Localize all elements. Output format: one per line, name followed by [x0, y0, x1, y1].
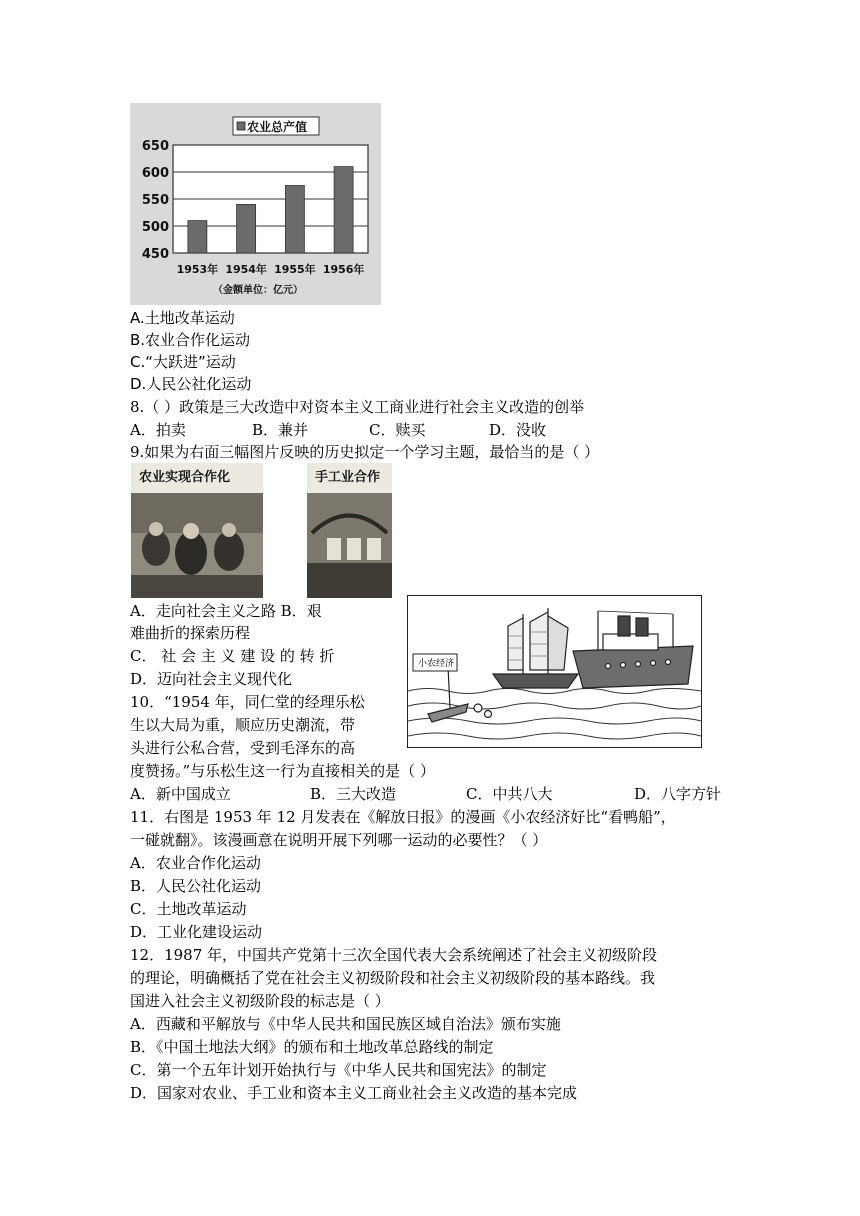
q7-option-d: D.人民公社化运动 [130, 375, 252, 393]
q10-option-c: C．中共八大 [466, 785, 553, 803]
chart-y-tick-label: 450 [141, 247, 169, 262]
q10-line-2: 生以大局为重，顺应历史潮流，带 [130, 716, 356, 734]
chart-y-tick-label: 600 [141, 166, 169, 181]
chart-x-tick-label: 1953年 [176, 263, 219, 276]
q7-option-b: B.农业合作化运动 [130, 331, 251, 349]
q10-option-b: B．三大改造 [310, 785, 397, 803]
agriculture-photo-image [131, 463, 263, 598]
q8-option-a: A．拍卖 [130, 421, 186, 439]
q11-option-b: B．人民公社化运动 [130, 877, 262, 895]
chart-bar [285, 186, 304, 254]
agriculture-cooperation-photo [131, 463, 263, 598]
q12-line-3: 国进入社会主义初级阶段的标志是（ ） [130, 992, 390, 1010]
q10-line-3: 头进行公私合营，受到毛泽东的高 [130, 739, 356, 757]
q8-option-d: D．没收 [489, 421, 547, 439]
output-value-chart [130, 103, 381, 305]
q8-stem: 8.（ ）政策是三大改造中对资本主义工商业进行社会主义改造的创举 [130, 398, 585, 416]
chart-y-tick-label: 500 [141, 220, 169, 235]
q12-option-b: B．《中国土地法大纲》的颁布和土地改革总路线的制定 [130, 1038, 494, 1056]
chart-y-tick-label: 550 [141, 193, 169, 208]
chart-x-tick-label: 1956年 [322, 263, 365, 276]
q7-option-c: C.“大跃进”运动 [130, 353, 236, 371]
chart-legend-swatch [237, 122, 245, 130]
q12-option-d: D．国家对农业、手工业和资本主义工商业社会主义改造的基本完成 [130, 1084, 578, 1102]
q10-line-1: 10．“1954 年，同仁堂的经理乐松 [130, 693, 365, 711]
q9-line-4: D．迈向社会主义现代化 [130, 670, 293, 688]
handicraft-cooperation-photo [307, 463, 392, 598]
q10-options [130, 783, 721, 805]
chart-bar [188, 221, 207, 253]
q12-option-c: C．第一个五年计划开始执行与《中华人民共和国宪法》的制定 [130, 1061, 547, 1079]
q7-option-a: A.土地改革运动 [130, 309, 235, 327]
chart-svg [130, 103, 381, 305]
q9-line-2: 难曲折的探索历程 [130, 624, 251, 642]
q11-option-c: C．土地改革运动 [130, 900, 247, 918]
chart-unit-note: （金额单位：亿元） [213, 285, 303, 296]
q9-stem: 9.如果为右面三幅图片反映的历史拟定一个学习主题，最恰当的是（ ） [130, 443, 600, 461]
chart-bar [334, 167, 353, 253]
handicraft-photo-image [307, 463, 392, 598]
chart-bar [237, 204, 256, 253]
cartoon-drawing [408, 596, 701, 747]
q9-line-1: A．走向社会主义之路 B．艰 [130, 602, 322, 620]
chart-x-tick-label: 1954年 [225, 263, 267, 276]
small-peasant-economy-cartoon [407, 595, 702, 748]
q10-line-4: 度赞扬。”与乐松生这一行为直接相关的是（ ） [130, 762, 435, 780]
q11-option-d: D．工业化建设运动 [130, 923, 263, 941]
q11-line-1: 11．右图是 1953 年 12 月发表在《解放日报》的漫画《小农经济好比“看鸭船”， [130, 808, 676, 826]
q12-option-a: A．西藏和平解放与《中华人民共和国民族区域自治法》颁布实施 [130, 1015, 561, 1033]
photo-caption-agriculture: 农业实现合作化 [131, 463, 263, 493]
q9-line-3: C． 社 会 主 义 建 设 的 转 折 [130, 647, 335, 665]
q12-line-2: 的理论，明确概括了党在社会主义初级阶段和社会主义初级阶段的基本路线。我 [130, 969, 656, 987]
q8-option-b: B．兼并 [252, 421, 309, 439]
chart-x-tick-label: 1955年 [274, 263, 316, 276]
chart-legend-label: 农业总产值 [247, 120, 308, 134]
q11-line-2: 一碰就翻》。该漫画意在说明开展下列哪一运动的必要性？（ ） [130, 831, 548, 849]
q10-option-d: D．八字方针 [634, 785, 722, 803]
q8-option-c: C．赎买 [369, 421, 426, 439]
q8-options [130, 419, 546, 441]
q10-option-a: A．新中国成立 [130, 785, 231, 803]
q12-line-1: 12．1987 年，中国共产党第十三次全国代表大会系统阐述了社会主义初级阶段 [130, 946, 658, 964]
chart-y-tick-label: 650 [141, 139, 169, 154]
cartoon-label: 小农经济 [417, 659, 454, 669]
photo-caption-handicraft: 手工业合作 [307, 463, 392, 493]
q11-option-a: A．农业合作化运动 [130, 854, 261, 872]
